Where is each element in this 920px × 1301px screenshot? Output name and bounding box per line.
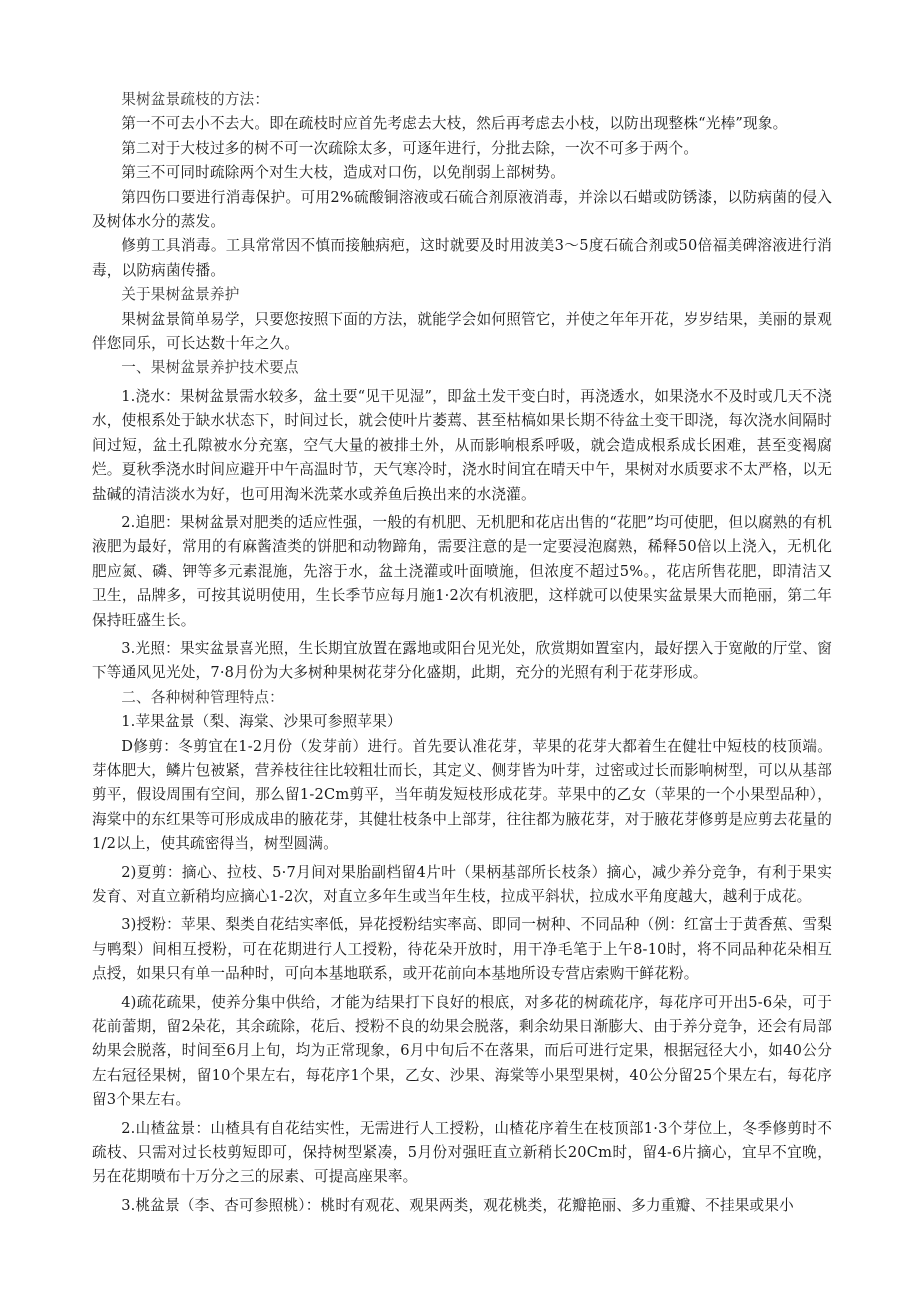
paragraph-watering: 1.浇水：果树盆景需水较多，盆土要“见干见湿”，即盆土发干变白时，再浇透水，如果浇水不及时或几天不浇水，使根系处于缺水状态下，时间过长，就会使叶片萎蔫、甚至枯槁如果长期不待盆土变干即浇，每次浇水间隔时间过短，盆土孔隙被水分充塞，空气大量的被排土外，从而影响根系呼吸，就会造成根系成长困难，甚至变褐腐烂。夏秋季浇水时间应避开中午高温时节，天气寒冷时，浇水时间宜在晴天中午，果树对水质要求不太严格，以无盐碱的清洁淡水为好，也可用淘米洗菜水或养鱼后换出来的水浇灌。	[92, 387, 832, 503]
section-heading-care: 关于果树盆景养护	[121, 286, 240, 304]
paragraph: 果树盆景简单易学，只要您按照下面的方法，就能学会如何照管它，并使之年年开花，岁岁结果，美丽的景观伴您同乐，可长达数十年之久。	[92, 310, 832, 353]
paragraph-pollination: 3)授粉：苹果、梨类自花结实率低，异花授粉结实率高、即同一树种、不同品种（例：红富士于黄香蕉、雪梨与鸭梨）间相互授粉，可在花期进行人工授粉，待花朵开放时，用干净毛笔于上午8-10时，将不同品种花朵相互点授，如果只有单一品种时，可向本基地联系，或开花前向本基地所设专营店索购干鲜花粉。	[92, 916, 832, 983]
paragraph: 第四伤口要进行消毒保护。可用2%硫酸铜溶液或石硫合剂原液消毒，并涂以石蜡或防锈漆，以防病菌的侵入及树体水分的蒸发。	[92, 188, 832, 231]
paragraph-fertilizing: 2.追肥：果树盆景对肥类的适应性强，一般的有机肥、无机肥和花店出售的“花肥”均可使肥，但以腐熟的有机液肥为最好，常用的有麻酱渣类的饼肥和动物蹄角，需要注意的是一定要浸泡腐熟，稀释50倍以上浇入，无机化肥应氮、磷、钾等多元素混施，先溶于水，盆土浇灌或叶面喷施，但浓度不超过5%。，花店所售花肥，即清洁又卫生，品牌多，可按其说明使用，生长季节应每月施1·2次有机液肥，这样就可以使果实盆景果大而艳丽，第二年保持旺盛生长。	[92, 513, 832, 629]
paragraph-summer-pruning: 2)夏剪：摘心、拉枝、5·7月间对果胎副档留4片叶（果柄基部所长枝条）摘心，减少养分竞争，有利于果实发育、对直立新稍均应摘心1-2次，对直立多年生或当年生枝，拉成平斜状，拉成水平角度越大，越利于成花。	[92, 863, 832, 905]
paragraph: 修剪工具消毒。工具常常因不慎而接触病疤，这时就要及时用波美3〜5度石硫合剂或50倍福美碑溶液进行消毒，以防病菌传播。	[92, 237, 832, 279]
paragraph: 第一不可去小不去大。即在疏枝时应首先考虑去大枝，然后再考虑去小枝，以防出现整株“光棒”现象。	[121, 115, 788, 133]
paragraph-apple-heading: 1.苹果盆景（梨、海棠、沙果可参照苹果）	[121, 713, 402, 731]
document-body	[92, 88, 832, 1218]
paragraph: 第三不可同时疏除两个对生大枝，造成对口伤，以免削弱上部树势。	[121, 164, 566, 182]
section-heading-care-points: 一、果树盆景养护技术要点	[121, 359, 299, 377]
paragraph-winter-pruning: D修剪：冬剪宜在1-2月份（发芽前）进行。首先要认准花芽，苹果的花芽大都着生在健壮中短枝的枝顶端。芽体肥大，鳞片包被紧，营养枝往往比较粗壮而长，其定义、侧芽皆为叶芽，过密或过长而影响树型，可以从基部剪平，假设周围有空间，那么留1-2Cm剪平，当年萌发短枝形成花芽。苹果中的乙女（苹果的一个小果型品种），海棠中的东红果等可形成成串的腋花芽，其健壮枝条中上部芽，往往都为腋花芽，对于腋花芽修剪是应剪去花量的1/2以上，使其疏密得当，树型圆满。	[92, 737, 832, 853]
paragraph-peach: 3.桃盆景（李、杏可参照桃）：桃时有观花、观果两类，观花桃类，花瓣艳丽、多力重瓣、不挂果或果小	[121, 1196, 794, 1214]
section-heading-pruning: 果树盆景疏枝的方法：	[121, 91, 270, 108]
paragraph-thinning: 4)疏花疏果，使养分集中供给，才能为结果打下良好的根底，对多花的树疏花序，每花序可开出5-6朵，可于花前蕾期，留2朵花，其余疏除，花后、授粉不良的幼果会脱落，剩余幼果日渐膨大、由于养分竞争，还会有局部幼果会脱落，时间至6月上旬，均为正常现象，6月中旬后不在落果，而后可进行定果，根据冠径大小，如40公分左右冠径果树，留10个果左右，每花序1个果，乙女、沙果、海棠等小果型果树，40公分留25个果左右，每花序留3个果左右。	[92, 993, 832, 1109]
paragraph-hawthorn: 2.山楂盆景：山楂具有自花结实性，无需进行人工授粉，山楂花序着生在枝顶部1·3个芽位上，冬季修剪时不疏枝、只需对过长枝剪短即可，保持树型紧凑，5月份对强旺直立新稍长20Cm时，留4-6片摘心，宜早不宜晚，另在花期喷布十万分之三的尿素、可提高座果率。	[92, 1119, 832, 1186]
section-heading-species: 二、各种树种管理特点：	[121, 688, 284, 706]
paragraph: 第二对于大枝过多的树不可一次疏除太多，可逐年进行，分批去除，一次不可多于两个。	[121, 139, 699, 157]
paragraph-lighting: 3.光照：果实盆景喜光照，生长期宜放置在露地或阳台见光处，欣赏期如置室内，最好摆入于宽敞的厅堂、窗下等通风见光处，7·8月份为大多树种果树花芽分化盛期，此期，充分的光照有利于花芽形成。	[92, 639, 832, 682]
